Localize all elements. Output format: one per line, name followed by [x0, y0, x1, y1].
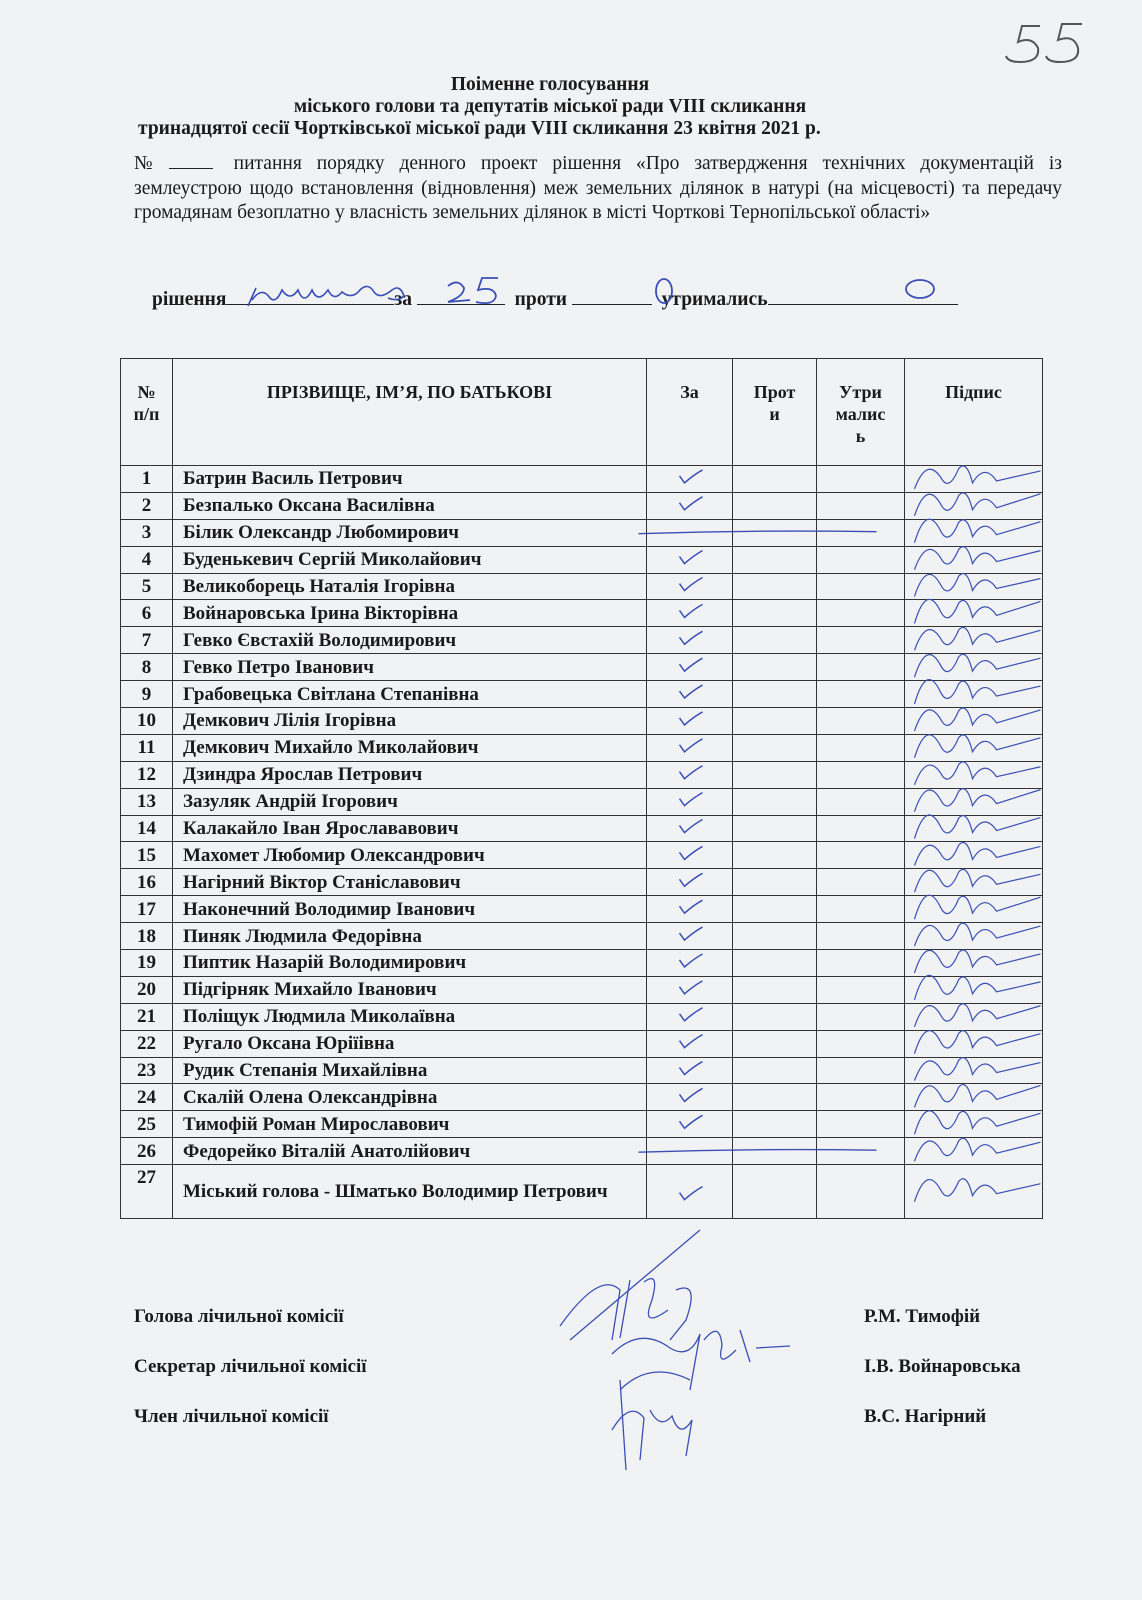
table-row [121, 466, 1043, 493]
table-row [121, 708, 1043, 735]
vote-abstained-cell [817, 681, 905, 708]
signature-cell [905, 896, 1043, 923]
vote-against-cell [733, 734, 817, 761]
member-name: Войнаровська Ірина Вікторівна [173, 600, 647, 627]
vote-abstained-cell [817, 627, 905, 654]
member-name: Батрин Василь Петрович [173, 466, 647, 493]
vote-abstained-cell [817, 1030, 905, 1057]
table-body [121, 466, 1043, 1219]
signature-cell [905, 869, 1043, 896]
for-count-blank [417, 286, 505, 305]
row-number: 22 [121, 1030, 173, 1057]
member-name: Калакайло Іван Ярослававович [173, 815, 647, 842]
row-number: 17 [121, 896, 173, 923]
vote-for-cell [647, 1057, 733, 1084]
vote-for-cell [647, 1030, 733, 1057]
signature-cell [905, 681, 1043, 708]
table-row [121, 1138, 1043, 1165]
row-number: 10 [121, 708, 173, 735]
vote-for-cell [647, 1165, 733, 1219]
commission-signatures [560, 1230, 790, 1470]
abstained-label: утримались [661, 289, 768, 310]
member-name: Демкович Лілія Ігорівна [173, 708, 647, 735]
vote-abstained-cell [817, 923, 905, 950]
signature-cell [905, 1057, 1043, 1084]
member-name: Великоборець Наталія Ігорівна [173, 573, 647, 600]
table-row [121, 788, 1043, 815]
vote-for-cell [647, 681, 733, 708]
vote-against-cell [733, 1084, 817, 1111]
vote-abstained-cell [817, 492, 905, 519]
decision-value-blank [226, 286, 394, 305]
vote-abstained-cell [817, 1003, 905, 1030]
signature-cell [905, 976, 1043, 1003]
commission-person: Р.М. Тимофій [864, 1306, 981, 1327]
vote-against-cell [733, 842, 817, 869]
signature-cell [905, 519, 1043, 546]
row-number: 3 [121, 519, 173, 546]
row-number: 13 [121, 788, 173, 815]
table-row [121, 546, 1043, 573]
table-row [121, 1003, 1043, 1030]
member-name: Ругало Оксана Юріїівна [173, 1030, 647, 1057]
member-name: Демкович Михайло Миколайович [173, 734, 647, 761]
vote-against-cell [733, 1057, 817, 1084]
row-number: 6 [121, 600, 173, 627]
question-number-blank [169, 168, 213, 169]
member-name: Рудик Степанія Михайлівна [173, 1057, 647, 1084]
signature-cell [905, 761, 1043, 788]
title-line-3: тринадцятої сесії Чортківської міської ради VIII скликання 23 квітня 2021 р. [138, 118, 821, 139]
for-label: за [394, 289, 412, 310]
member-name: Білик Олександр Любомирович [173, 519, 647, 546]
signature-cell [905, 466, 1043, 493]
row-number: 26 [121, 1138, 173, 1165]
table-row [121, 1165, 1043, 1219]
signature-cell [905, 573, 1043, 600]
vote-against-cell [733, 976, 817, 1003]
vote-abstained-cell [817, 734, 905, 761]
member-name: Безпалько Оксана Василівна [173, 492, 647, 519]
vote-against-cell [733, 681, 817, 708]
vote-for-cell [647, 842, 733, 869]
row-number: 5 [121, 573, 173, 600]
vote-for-cell [647, 546, 733, 573]
table-row [121, 573, 1043, 600]
vote-abstained-cell [817, 842, 905, 869]
member-name: Зазуляк Андрій Ігорович [173, 788, 647, 815]
vote-for-cell [647, 573, 733, 600]
vote-against-cell [733, 788, 817, 815]
table-row [121, 761, 1043, 788]
row-number: 8 [121, 654, 173, 681]
row-number: 19 [121, 950, 173, 977]
vote-abstained-cell [817, 788, 905, 815]
table-row [121, 519, 1043, 546]
commission-row [134, 1306, 1054, 1330]
row-number: 4 [121, 546, 173, 573]
title-line-1: Поіменне голосування [450, 74, 650, 95]
member-name: Міський голова - Шматько Володимир Петрович [173, 1165, 647, 1219]
signature-cell [905, 600, 1043, 627]
vote-abstained-cell [817, 546, 905, 573]
vote-for-cell [647, 950, 733, 977]
row-number: 25 [121, 1111, 173, 1138]
number-sign: № [134, 153, 163, 174]
row-number: 24 [121, 1084, 173, 1111]
vote-abstained-cell [817, 1084, 905, 1111]
row-number: 27 [121, 1165, 173, 1219]
table-row [121, 842, 1043, 869]
vote-against-cell [733, 923, 817, 950]
vote-abstained-cell [817, 761, 905, 788]
vote-abstained-cell [817, 950, 905, 977]
agenda-question [134, 152, 1062, 226]
header-for: За [647, 359, 733, 466]
signature-cell [905, 815, 1043, 842]
vote-against-cell [733, 708, 817, 735]
vote-for-cell [647, 600, 733, 627]
table-row [121, 734, 1043, 761]
signature-cell [905, 842, 1043, 869]
vote-against-cell [733, 761, 817, 788]
row-number: 9 [121, 681, 173, 708]
row-number: 11 [121, 734, 173, 761]
signature-cell [905, 788, 1043, 815]
commission-role: Секретар лічильної комісії [134, 1356, 367, 1377]
table-row [121, 681, 1043, 708]
vote-abstained-cell [817, 1057, 905, 1084]
vote-for-cell [647, 654, 733, 681]
question-text: питання порядку денного проект рішення «Про затвердження технічних документацій із землеустрою щодо встановлення (відновлення) меж земельних ділянок в натурі (на місцевості) та передачу громадянам безоплатно у власність земельних ділянок в місті Чорткові Тернопільської області» [134, 153, 1063, 223]
header-signature: Підпис [905, 359, 1043, 466]
header-against: Прот и [733, 359, 817, 466]
vote-against-cell [733, 1030, 817, 1057]
table-row [121, 1030, 1043, 1057]
row-number: 21 [121, 1003, 173, 1030]
header-abstained: Утри малис ь [817, 359, 905, 466]
signature-cell [905, 546, 1043, 573]
table-row [121, 976, 1043, 1003]
vote-for-cell [647, 1084, 733, 1111]
vote-against-cell [733, 1165, 817, 1219]
vote-for-cell [647, 492, 733, 519]
vote-against-cell [733, 815, 817, 842]
row-number: 18 [121, 923, 173, 950]
row-number: 2 [121, 492, 173, 519]
table-row [121, 1057, 1043, 1084]
member-name: Скалій Олена Олександрівна [173, 1084, 647, 1111]
commission-role: Голова лічильної комісії [134, 1306, 344, 1327]
commission-role: Член лічильної комісії [134, 1406, 329, 1427]
vote-abstained-cell [817, 1165, 905, 1219]
signature-cell [905, 1030, 1043, 1057]
signature-cell [905, 654, 1043, 681]
abstained-count-blank [768, 286, 958, 305]
table-row [121, 923, 1043, 950]
signature-cell [905, 708, 1043, 735]
row-number: 12 [121, 761, 173, 788]
vote-for-cell [647, 708, 733, 735]
vote-abstained-cell [817, 869, 905, 896]
signature-cell [905, 1111, 1043, 1138]
vote-against-cell [733, 950, 817, 977]
member-name: Буденькевич Сергій Миколайович [173, 546, 647, 573]
roll-call-table [120, 358, 1043, 1219]
member-name: Поліщук Людмила Миколаївна [173, 1003, 647, 1030]
vote-for-cell [647, 976, 733, 1003]
member-name: Наконечний Володимир Іванович [173, 896, 647, 923]
vote-against-cell [733, 519, 817, 546]
decision-label: рішення [152, 289, 227, 310]
vote-against-cell [733, 627, 817, 654]
vote-for-cell [647, 815, 733, 842]
header-num: № п/п [121, 359, 173, 466]
row-number: 16 [121, 869, 173, 896]
document-title [100, 74, 1000, 118]
signature-cell [905, 1003, 1043, 1030]
vote-for-cell [647, 1003, 733, 1030]
vote-abstained-cell [817, 654, 905, 681]
vote-abstained-cell [817, 1111, 905, 1138]
signature-cell [905, 1165, 1043, 1219]
member-name: Федорейко Віталій Анатолійович [173, 1138, 647, 1165]
table-row [121, 654, 1043, 681]
member-name: Пиптик Назарій Володимирович [173, 950, 647, 977]
vote-against-cell [733, 654, 817, 681]
vote-against-cell [733, 600, 817, 627]
signature-cell [905, 492, 1043, 519]
table-row [121, 492, 1043, 519]
row-number: 23 [121, 1057, 173, 1084]
vote-against-cell [733, 869, 817, 896]
vote-for-cell [647, 761, 733, 788]
vote-abstained-cell [817, 573, 905, 600]
header-name: ПРІЗВИЩЕ, ІМ’Я, ПО БАТЬКОВІ [173, 359, 647, 466]
signature-cell [905, 734, 1043, 761]
vote-against-cell [733, 492, 817, 519]
table-row [121, 1111, 1043, 1138]
against-label: проти [514, 289, 568, 310]
vote-abstained-cell [817, 519, 905, 546]
member-name: Гевко Петро Іванович [173, 654, 647, 681]
table-row [121, 627, 1043, 654]
vote-for-cell [647, 466, 733, 493]
table-row [121, 815, 1043, 842]
table-row [121, 1084, 1043, 1111]
vote-against-cell [733, 1003, 817, 1030]
table-row [121, 896, 1043, 923]
row-number: 1 [121, 466, 173, 493]
vote-abstained-cell [817, 600, 905, 627]
vote-abstained-cell [817, 896, 905, 923]
commission-row [134, 1406, 1054, 1430]
commission-row [134, 1356, 1054, 1380]
member-name: Тимофій Роман Мирославович [173, 1111, 647, 1138]
member-name: Грабовецька Світлана Степанівна [173, 681, 647, 708]
vote-abstained-cell [817, 815, 905, 842]
vote-against-cell [733, 896, 817, 923]
table-row [121, 600, 1043, 627]
signature-cell [905, 950, 1043, 977]
vote-for-cell [647, 896, 733, 923]
table-row [121, 869, 1043, 896]
member-name: Гевко Євстахій Володимирович [173, 627, 647, 654]
vote-against-cell [733, 573, 817, 600]
member-name: Підгірняк Михайло Іванович [173, 976, 647, 1003]
vote-abstained-cell [817, 466, 905, 493]
vote-for-cell [647, 627, 733, 654]
title-line-2: міського голови та депутатів міської ради VIII скликання [293, 96, 807, 117]
member-name: Махомет Любомир Олександрович [173, 842, 647, 869]
member-name: Дзиндра Ярослав Петрович [173, 761, 647, 788]
commission-person: І.В. Войнаровська [864, 1356, 1021, 1377]
signature-cell [905, 923, 1043, 950]
table-header-row [121, 359, 1043, 466]
table-row [121, 950, 1043, 977]
row-number: 7 [121, 627, 173, 654]
row-number: 20 [121, 976, 173, 1003]
row-number: 14 [121, 815, 173, 842]
vote-for-cell [647, 923, 733, 950]
vote-abstained-cell [817, 976, 905, 1003]
row-number: 15 [121, 842, 173, 869]
vote-abstained-cell [817, 708, 905, 735]
vote-against-cell [733, 466, 817, 493]
vote-for-cell [647, 734, 733, 761]
vote-for-cell [647, 869, 733, 896]
against-count-blank [572, 286, 652, 305]
signature-cell [905, 1084, 1043, 1111]
commission-person: В.С. Нагірний [864, 1406, 987, 1427]
vote-against-cell [733, 1138, 817, 1165]
decision-summary [152, 286, 1052, 311]
vote-against-cell [733, 1111, 817, 1138]
vote-for-cell [647, 1138, 733, 1165]
handwritten-page-number [1000, 18, 1090, 68]
member-name: Пиняк Людмила Федорівна [173, 923, 647, 950]
signature-cell [905, 627, 1043, 654]
vote-for-cell [647, 1111, 733, 1138]
vote-for-cell [647, 788, 733, 815]
vote-for-cell [647, 519, 733, 546]
vote-abstained-cell [817, 1138, 905, 1165]
member-name: Нагірний Віктор Станіславович [173, 869, 647, 896]
vote-against-cell [733, 546, 817, 573]
signature-cell [905, 1138, 1043, 1165]
